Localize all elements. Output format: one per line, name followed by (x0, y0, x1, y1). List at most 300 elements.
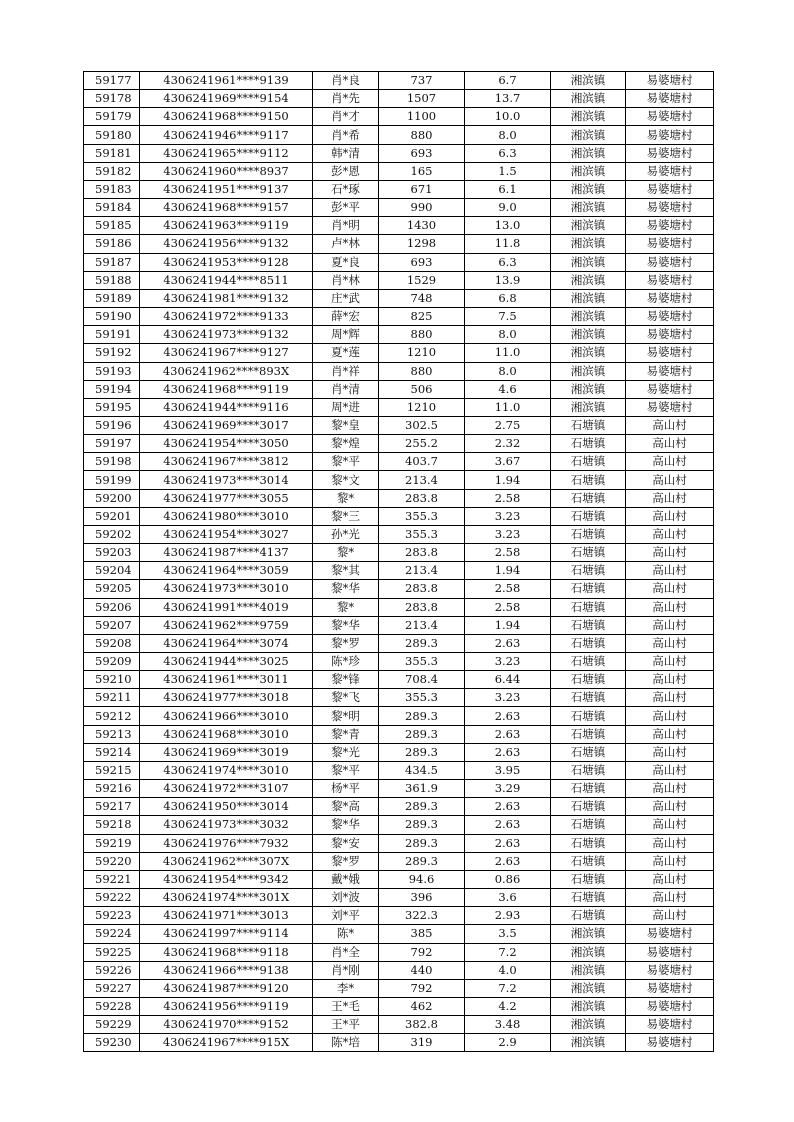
name-cell: 黎*华 (313, 580, 379, 598)
table-row (84, 544, 714, 562)
table-row (84, 507, 714, 525)
table-row (84, 907, 714, 925)
area-cell: 11.0 (465, 344, 551, 362)
area-cell: 3.67 (465, 453, 551, 471)
table-row (84, 380, 714, 398)
id-number-cell: 4306241972****3107 (140, 780, 313, 798)
table-row (84, 689, 714, 707)
town-cell: 石塘镇 (551, 671, 626, 689)
id-number-cell: 4306241954****3027 (140, 525, 313, 543)
row-number-cell: 59198 (84, 453, 140, 471)
town-cell: 石塘镇 (551, 907, 626, 925)
village-cell: 易婆塘村 (626, 126, 714, 144)
area-cell: 13.7 (465, 90, 551, 108)
id-number-cell: 4306241944****8511 (140, 271, 313, 289)
village-cell: 高山村 (626, 761, 714, 779)
table-row (84, 1016, 714, 1034)
name-cell: 黎*罗 (313, 852, 379, 870)
amount-cell: 434.5 (379, 761, 465, 779)
row-number-cell: 59182 (84, 162, 140, 180)
town-cell: 湘滨镇 (551, 1034, 626, 1052)
area-cell: 1.94 (465, 562, 551, 580)
amount-cell: 1100 (379, 108, 465, 126)
village-cell: 高山村 (626, 689, 714, 707)
name-cell: 黎*煌 (313, 435, 379, 453)
name-cell: 陈* (313, 925, 379, 943)
amount-cell: 361.9 (379, 780, 465, 798)
village-cell: 高山村 (626, 634, 714, 652)
town-cell: 湘滨镇 (551, 289, 626, 307)
table-row (84, 743, 714, 761)
id-number-cell: 4306241944****3025 (140, 653, 313, 671)
area-cell: 13.9 (465, 271, 551, 289)
amount-cell: 403.7 (379, 453, 465, 471)
town-cell: 石塘镇 (551, 580, 626, 598)
id-number-cell: 4306241971****3013 (140, 907, 313, 925)
area-cell: 7.2 (465, 943, 551, 961)
area-cell: 8.0 (465, 326, 551, 344)
row-number-cell: 59204 (84, 562, 140, 580)
name-cell: 周*进 (313, 398, 379, 416)
amount-cell: 289.3 (379, 834, 465, 852)
table-row (84, 235, 714, 253)
town-cell: 石塘镇 (551, 743, 626, 761)
name-cell: 黎*三 (313, 507, 379, 525)
row-number-cell: 59212 (84, 707, 140, 725)
row-number-cell: 59227 (84, 979, 140, 997)
amount-cell: 319 (379, 1034, 465, 1052)
town-cell: 石塘镇 (551, 453, 626, 471)
id-number-cell: 4306241991****4019 (140, 598, 313, 616)
row-number-cell: 59218 (84, 816, 140, 834)
town-cell: 湘滨镇 (551, 925, 626, 943)
name-cell: 周*辉 (313, 326, 379, 344)
table-row (84, 580, 714, 598)
amount-cell: 213.4 (379, 471, 465, 489)
town-cell: 石塘镇 (551, 889, 626, 907)
row-number-cell: 59217 (84, 798, 140, 816)
area-cell: 2.63 (465, 798, 551, 816)
row-number-cell: 59185 (84, 217, 140, 235)
town-cell: 石塘镇 (551, 852, 626, 870)
name-cell: 李* (313, 979, 379, 997)
village-cell: 易婆塘村 (626, 961, 714, 979)
table-row (84, 961, 714, 979)
name-cell: 黎*飞 (313, 689, 379, 707)
amount-cell: 792 (379, 979, 465, 997)
table-row (84, 271, 714, 289)
id-number-cell: 4306241967****915X (140, 1034, 313, 1052)
village-cell: 易婆塘村 (626, 180, 714, 198)
amount-cell: 355.3 (379, 507, 465, 525)
row-number-cell: 59208 (84, 634, 140, 652)
area-cell: 9.0 (465, 199, 551, 217)
town-cell: 湘滨镇 (551, 943, 626, 961)
town-cell: 石塘镇 (551, 471, 626, 489)
row-number-cell: 59203 (84, 544, 140, 562)
row-number-cell: 59190 (84, 308, 140, 326)
area-cell: 2.75 (465, 416, 551, 434)
area-cell: 6.7 (465, 72, 551, 90)
name-cell: 肖*清 (313, 380, 379, 398)
table-row (84, 997, 714, 1015)
amount-cell: 1529 (379, 271, 465, 289)
area-cell: 2.32 (465, 435, 551, 453)
table-row (84, 562, 714, 580)
table-row (84, 90, 714, 108)
town-cell: 湘滨镇 (551, 997, 626, 1015)
village-cell: 易婆塘村 (626, 199, 714, 217)
village-cell: 高山村 (626, 416, 714, 434)
name-cell: 杨*平 (313, 780, 379, 798)
town-cell: 石塘镇 (551, 780, 626, 798)
area-cell: 1.94 (465, 471, 551, 489)
id-number-cell: 4306241974****301X (140, 889, 313, 907)
id-number-cell: 4306241961****3011 (140, 671, 313, 689)
area-cell: 6.3 (465, 253, 551, 271)
table-row (84, 1034, 714, 1052)
amount-cell: 289.3 (379, 725, 465, 743)
village-cell: 易婆塘村 (626, 253, 714, 271)
id-number-cell: 4306241976****7932 (140, 834, 313, 852)
town-cell: 石塘镇 (551, 634, 626, 652)
area-cell: 13.0 (465, 217, 551, 235)
village-cell: 高山村 (626, 671, 714, 689)
row-number-cell: 59179 (84, 108, 140, 126)
name-cell: 黎* (313, 544, 379, 562)
village-cell: 高山村 (626, 907, 714, 925)
village-cell: 易婆塘村 (626, 217, 714, 235)
area-cell: 4.2 (465, 997, 551, 1015)
row-number-cell: 59199 (84, 471, 140, 489)
amount-cell: 737 (379, 72, 465, 90)
id-number-cell: 4306241968****9118 (140, 943, 313, 961)
village-cell: 高山村 (626, 562, 714, 580)
town-cell: 石塘镇 (551, 598, 626, 616)
name-cell: 黎* (313, 598, 379, 616)
row-number-cell: 59189 (84, 289, 140, 307)
town-cell: 湘滨镇 (551, 199, 626, 217)
name-cell: 黎*皇 (313, 416, 379, 434)
table-row (84, 725, 714, 743)
id-number-cell: 4306241967****3812 (140, 453, 313, 471)
town-cell: 石塘镇 (551, 616, 626, 634)
name-cell: 彭*平 (313, 199, 379, 217)
area-cell: 10.0 (465, 108, 551, 126)
name-cell: 黎*华 (313, 616, 379, 634)
village-cell: 高山村 (626, 889, 714, 907)
name-cell: 王*平 (313, 1016, 379, 1034)
amount-cell: 289.3 (379, 798, 465, 816)
area-cell: 3.23 (465, 653, 551, 671)
village-cell: 易婆塘村 (626, 162, 714, 180)
row-number-cell: 59215 (84, 761, 140, 779)
row-number-cell: 59180 (84, 126, 140, 144)
village-cell: 高山村 (626, 798, 714, 816)
table-row (84, 416, 714, 434)
name-cell: 韩*清 (313, 144, 379, 162)
table-row (84, 144, 714, 162)
table-body (84, 72, 714, 1052)
town-cell: 石塘镇 (551, 653, 626, 671)
village-cell: 易婆塘村 (626, 943, 714, 961)
village-cell: 高山村 (626, 707, 714, 725)
amount-cell: 289.3 (379, 852, 465, 870)
village-cell: 易婆塘村 (626, 326, 714, 344)
row-number-cell: 59188 (84, 271, 140, 289)
amount-cell: 165 (379, 162, 465, 180)
id-number-cell: 4306241950****3014 (140, 798, 313, 816)
row-number-cell: 59223 (84, 907, 140, 925)
area-cell: 7.5 (465, 308, 551, 326)
amount-cell: 748 (379, 289, 465, 307)
town-cell: 湘滨镇 (551, 217, 626, 235)
table-row (84, 707, 714, 725)
table-row (84, 870, 714, 888)
village-cell: 高山村 (626, 852, 714, 870)
table-row (84, 253, 714, 271)
row-number-cell: 59229 (84, 1016, 140, 1034)
area-cell: 0.86 (465, 870, 551, 888)
town-cell: 石塘镇 (551, 562, 626, 580)
row-number-cell: 59222 (84, 889, 140, 907)
village-cell: 易婆塘村 (626, 997, 714, 1015)
name-cell: 肖*才 (313, 108, 379, 126)
table-row (84, 453, 714, 471)
town-cell: 湘滨镇 (551, 108, 626, 126)
amount-cell: 693 (379, 253, 465, 271)
table-row (84, 435, 714, 453)
village-cell: 易婆塘村 (626, 289, 714, 307)
name-cell: 黎*光 (313, 743, 379, 761)
id-number-cell: 4306241964****3059 (140, 562, 313, 580)
name-cell: 黎*安 (313, 834, 379, 852)
town-cell: 石塘镇 (551, 525, 626, 543)
town-cell: 湘滨镇 (551, 253, 626, 271)
records-table (83, 71, 714, 1052)
row-number-cell: 59214 (84, 743, 140, 761)
amount-cell: 213.4 (379, 616, 465, 634)
amount-cell: 213.4 (379, 562, 465, 580)
area-cell: 3.5 (465, 925, 551, 943)
id-number-cell: 4306241962****9759 (140, 616, 313, 634)
id-number-cell: 4306241951****9137 (140, 180, 313, 198)
row-number-cell: 59225 (84, 943, 140, 961)
id-number-cell: 4306241954****9342 (140, 870, 313, 888)
amount-cell: 880 (379, 362, 465, 380)
id-number-cell: 4306241963****9119 (140, 217, 313, 235)
amount-cell: 880 (379, 326, 465, 344)
town-cell: 石塘镇 (551, 416, 626, 434)
id-number-cell: 4306241956****9119 (140, 997, 313, 1015)
id-number-cell: 4306241969****3017 (140, 416, 313, 434)
name-cell: 黎* (313, 489, 379, 507)
amount-cell: 255.2 (379, 435, 465, 453)
row-number-cell: 59195 (84, 398, 140, 416)
name-cell: 黎*文 (313, 471, 379, 489)
id-number-cell: 4306241997****9114 (140, 925, 313, 943)
village-cell: 高山村 (626, 598, 714, 616)
name-cell: 刘*平 (313, 907, 379, 925)
village-cell: 高山村 (626, 780, 714, 798)
table-row (84, 616, 714, 634)
village-cell: 易婆塘村 (626, 90, 714, 108)
town-cell: 湘滨镇 (551, 308, 626, 326)
town-cell: 石塘镇 (551, 798, 626, 816)
town-cell: 湘滨镇 (551, 144, 626, 162)
id-number-cell: 4306241956****9132 (140, 235, 313, 253)
amount-cell: 1210 (379, 398, 465, 416)
id-number-cell: 4306241973****9132 (140, 326, 313, 344)
amount-cell: 990 (379, 199, 465, 217)
row-number-cell: 59183 (84, 180, 140, 198)
town-cell: 石塘镇 (551, 689, 626, 707)
area-cell: 2.63 (465, 634, 551, 652)
village-cell: 高山村 (626, 507, 714, 525)
town-cell: 湘滨镇 (551, 126, 626, 144)
town-cell: 湘滨镇 (551, 1016, 626, 1034)
id-number-cell: 4306241969****3019 (140, 743, 313, 761)
amount-cell: 396 (379, 889, 465, 907)
town-cell: 湘滨镇 (551, 344, 626, 362)
area-cell: 8.0 (465, 126, 551, 144)
area-cell: 2.58 (465, 598, 551, 616)
village-cell: 高山村 (626, 435, 714, 453)
row-number-cell: 59220 (84, 852, 140, 870)
name-cell: 陈*珍 (313, 653, 379, 671)
village-cell: 易婆塘村 (626, 1034, 714, 1052)
town-cell: 石塘镇 (551, 489, 626, 507)
amount-cell: 283.8 (379, 598, 465, 616)
amount-cell: 283.8 (379, 544, 465, 562)
name-cell: 黎*罗 (313, 634, 379, 652)
row-number-cell: 59197 (84, 435, 140, 453)
name-cell: 卢*林 (313, 235, 379, 253)
id-number-cell: 4306241966****9138 (140, 961, 313, 979)
town-cell: 湘滨镇 (551, 326, 626, 344)
area-cell: 11.8 (465, 235, 551, 253)
row-number-cell: 59177 (84, 72, 140, 90)
area-cell: 3.29 (465, 780, 551, 798)
table-row (84, 816, 714, 834)
area-cell: 11.0 (465, 398, 551, 416)
area-cell: 6.44 (465, 671, 551, 689)
id-number-cell: 4306241961****9139 (140, 72, 313, 90)
village-cell: 高山村 (626, 580, 714, 598)
amount-cell: 289.3 (379, 707, 465, 725)
table-row (84, 344, 714, 362)
id-number-cell: 4306241973****3014 (140, 471, 313, 489)
amount-cell: 322.3 (379, 907, 465, 925)
id-number-cell: 4306241972****9133 (140, 308, 313, 326)
area-cell: 4.6 (465, 380, 551, 398)
id-number-cell: 4306241968****9157 (140, 199, 313, 217)
name-cell: 夏*良 (313, 253, 379, 271)
row-number-cell: 59209 (84, 653, 140, 671)
amount-cell: 283.8 (379, 580, 465, 598)
town-cell: 石塘镇 (551, 725, 626, 743)
name-cell: 黎*平 (313, 761, 379, 779)
row-number-cell: 59216 (84, 780, 140, 798)
row-number-cell: 59207 (84, 616, 140, 634)
row-number-cell: 59181 (84, 144, 140, 162)
amount-cell: 1507 (379, 90, 465, 108)
area-cell: 3.23 (465, 525, 551, 543)
amount-cell: 355.3 (379, 653, 465, 671)
town-cell: 石塘镇 (551, 816, 626, 834)
village-cell: 高山村 (626, 870, 714, 888)
area-cell: 2.63 (465, 834, 551, 852)
area-cell: 4.0 (465, 961, 551, 979)
name-cell: 庄*武 (313, 289, 379, 307)
id-number-cell: 4306241974****3010 (140, 761, 313, 779)
amount-cell: 462 (379, 997, 465, 1015)
amount-cell: 825 (379, 308, 465, 326)
table-row (84, 362, 714, 380)
village-cell: 高山村 (626, 544, 714, 562)
row-number-cell: 59187 (84, 253, 140, 271)
area-cell: 3.23 (465, 689, 551, 707)
town-cell: 湘滨镇 (551, 961, 626, 979)
table-row (84, 925, 714, 943)
row-number-cell: 59192 (84, 344, 140, 362)
village-cell: 高山村 (626, 743, 714, 761)
id-number-cell: 4306241968****3010 (140, 725, 313, 743)
id-number-cell: 4306241962****307X (140, 852, 313, 870)
amount-cell: 355.3 (379, 689, 465, 707)
amount-cell: 302.5 (379, 416, 465, 434)
amount-cell: 385 (379, 925, 465, 943)
name-cell: 薛*宏 (313, 308, 379, 326)
town-cell: 湘滨镇 (551, 362, 626, 380)
row-number-cell: 59201 (84, 507, 140, 525)
table-row (84, 289, 714, 307)
row-number-cell: 59193 (84, 362, 140, 380)
table-row (84, 889, 714, 907)
village-cell: 高山村 (626, 616, 714, 634)
id-number-cell: 4306241966****3010 (140, 707, 313, 725)
row-number-cell: 59191 (84, 326, 140, 344)
table-row (84, 653, 714, 671)
name-cell: 肖*刚 (313, 961, 379, 979)
id-number-cell: 4306241977****3055 (140, 489, 313, 507)
village-cell: 易婆塘村 (626, 72, 714, 90)
name-cell: 黎*明 (313, 707, 379, 725)
village-cell: 易婆塘村 (626, 308, 714, 326)
row-number-cell: 59202 (84, 525, 140, 543)
name-cell: 夏*莲 (313, 344, 379, 362)
row-number-cell: 59205 (84, 580, 140, 598)
amount-cell: 1430 (379, 217, 465, 235)
table-row (84, 72, 714, 90)
amount-cell: 94.6 (379, 870, 465, 888)
row-number-cell: 59206 (84, 598, 140, 616)
id-number-cell: 4306241962****893X (140, 362, 313, 380)
id-number-cell: 4306241964****3074 (140, 634, 313, 652)
id-number-cell: 4306241968****9119 (140, 380, 313, 398)
town-cell: 湘滨镇 (551, 398, 626, 416)
village-cell: 易婆塘村 (626, 380, 714, 398)
row-number-cell: 59178 (84, 90, 140, 108)
table-row (84, 108, 714, 126)
table-row (84, 199, 714, 217)
id-number-cell: 4306241960****8937 (140, 162, 313, 180)
name-cell: 黎*其 (313, 562, 379, 580)
id-number-cell: 4306241953****9128 (140, 253, 313, 271)
amount-cell: 1298 (379, 235, 465, 253)
row-number-cell: 59230 (84, 1034, 140, 1052)
id-number-cell: 4306241968****9150 (140, 108, 313, 126)
